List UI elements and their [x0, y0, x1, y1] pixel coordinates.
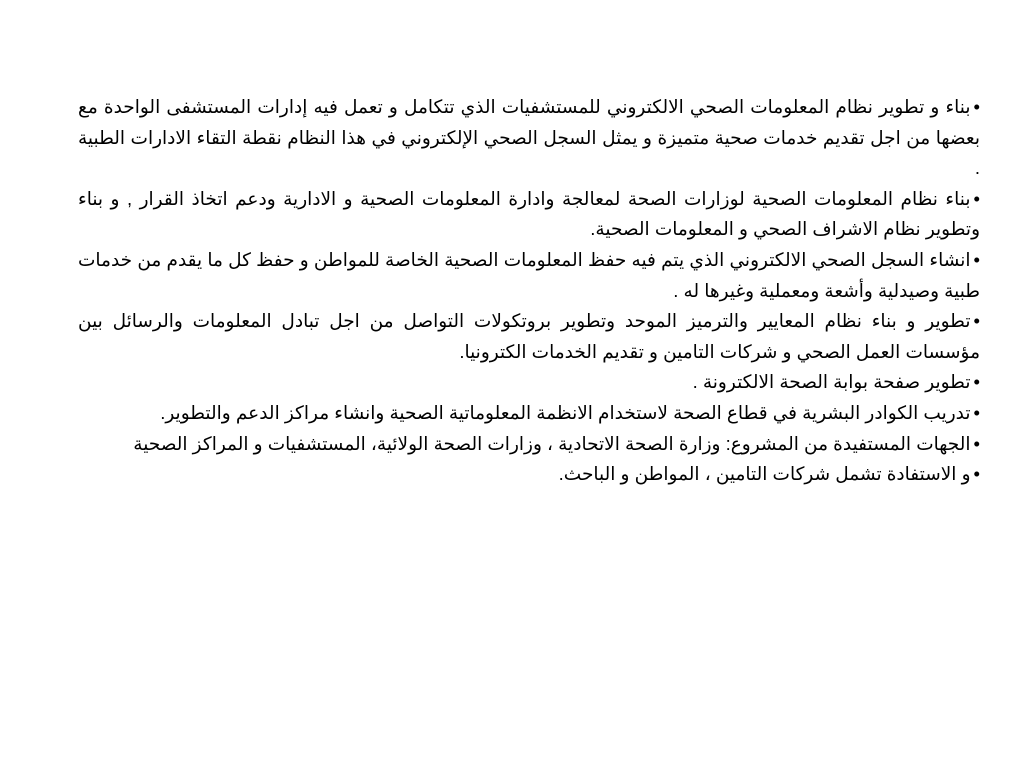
- bullet-icon: •: [973, 401, 980, 423]
- bullet-icon: •: [973, 371, 980, 393]
- bullet-item: [78, 184, 980, 245]
- bullet-item: [78, 367, 980, 398]
- bullet-icon: •: [973, 463, 980, 485]
- bullet-text: بناء و تطوير نظام المعلومات الصحي الالكتروني للمستشفيات الذي تتكامل و تعمل فيه إدارات المستشفى الواحدة مع بعضها من اجل تقديم خدمات صحية متميزة و يمثل السجل الصحي الإلكتروني في هذا النظام نقطة التقاء الادارات الطبية .: [78, 96, 980, 179]
- bullet-icon: •: [973, 432, 980, 454]
- bullet-item: [78, 459, 980, 490]
- bullet-text: و الاستفادة تشمل شركات التامين ، المواطن و الباحث.: [558, 463, 971, 485]
- bullet-item: [78, 429, 980, 460]
- bullet-item: [78, 306, 980, 367]
- bullet-list: [78, 92, 980, 490]
- bullet-text: انشاء السجل الصحي الالكتروني الذي يتم فيه حفظ المعلومات الصحية الخاصة للمواطن و حفظ كل ما يقدم من خدمات طبية وصيدلية وأشعة ومعملية وغيرها له .: [78, 248, 980, 301]
- bullet-icon: •: [973, 187, 980, 209]
- bullet-item: [78, 245, 980, 306]
- bullet-item: [78, 92, 980, 184]
- bullet-text: تطوير صفحة بوابة الصحة الالكترونة .: [692, 371, 971, 393]
- bullet-item: [78, 398, 980, 429]
- bullet-text: الجهات المستفيدة من المشروع: وزارة الصحة الاتحادية ، وزارات الصحة الولائية، المستشفيات و المراكز الصحية: [133, 432, 971, 454]
- bullet-text: تدريب الكوادر البشرية في قطاع الصحة لاستخدام الانظمة المعلوماتية الصحية وانشاء مراكز الدعم والتطوير.: [160, 401, 971, 423]
- bullet-text: تطوير و بناء نظام المعايير والترميز الموحد وتطوير بروتكولات التواصل من اجل تبادل المعلومات والرسائل بين مؤسسات العمل الصحي و شركات التامين و تقديم الخدمات الكترونيا.: [78, 310, 980, 362]
- bullet-icon: •: [973, 310, 980, 332]
- bullet-icon: •: [973, 96, 980, 117]
- bullet-text: بناء نظام المعلومات الصحية لوزارات الصحة لمعالجة وادارة المعلومات الصحية و الادارية ودعم اتخاذ القرار , و بناء وتطوير نظام الاشراف الصحي و المعلومات الصحية.: [78, 187, 980, 240]
- bullet-icon: •: [973, 248, 980, 270]
